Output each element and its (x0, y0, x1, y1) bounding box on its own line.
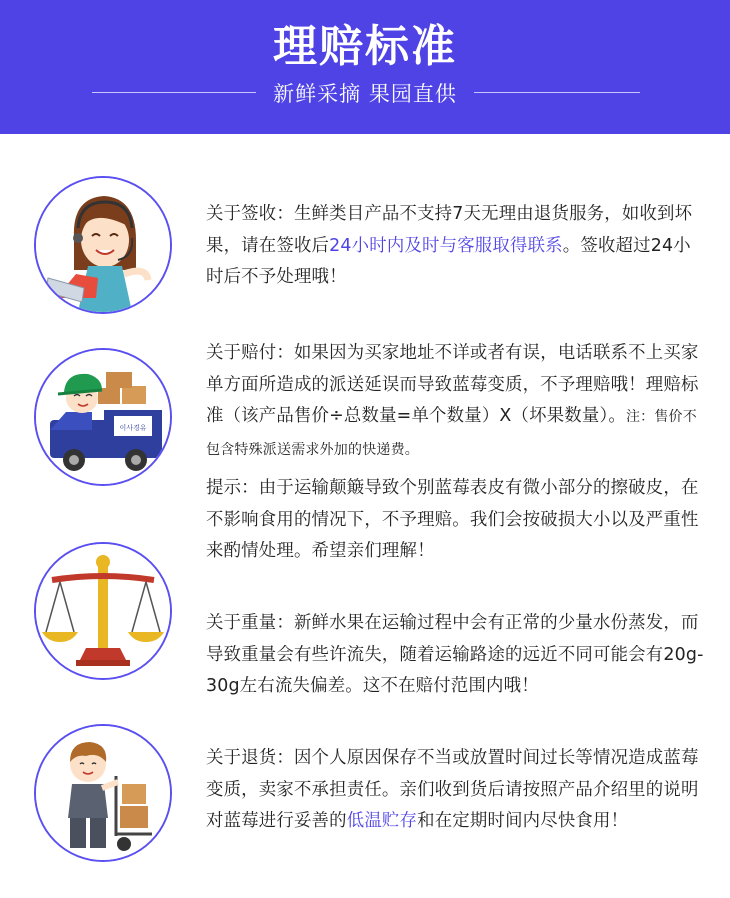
tip-section (206, 473, 706, 568)
sign-text: 关于签收：生鲜类目产品不支持7天无理由退货服务，如收到坏果，请在签收后 (206, 204, 693, 256)
return-section (206, 743, 706, 838)
return-text: 关于退货：因个人原因保存不当或放置时间过长等情况造成蓝莓变质，卖家不承担责任。亲们收到货后请按照产品介绍里的说明对蓝莓进行妥善的 (206, 748, 699, 831)
weight-text: 关于重量：新鲜水果在运输过程中会有正常的少量水份蒸发，而导致重量会有些许流失，随着运输路途的远近不同可能会有20g-30g左右流失偏差。这不在赔付范围内哦！ (206, 613, 704, 696)
compensation-note: 注：售价不包含特殊派送需求外加的快递费。 (206, 409, 697, 458)
sign-highlight: 24小时内及时与客服取得联系 (329, 235, 563, 256)
page-title: 理赔标准 (273, 21, 457, 72)
weight-section (206, 608, 706, 703)
compensation-text: 关于赔付：如果因为买家地址不详或者有误，电话联系不上买家单方面所造成的派送延误而导致蓝莓变质，不予理赔哦！理赔标准（该产品售价÷总数量=单个数量）X（坏果数量）。 (206, 343, 699, 426)
subtitle-divider-right (474, 92, 640, 93)
header-banner (0, 0, 730, 134)
compensation-section (206, 338, 706, 466)
return-text-end: 和在定期时间内尽快食用！ (417, 811, 629, 831)
page-subtitle: 新鲜采摘 果园直供 (273, 82, 457, 106)
delivery-truck-icon (34, 348, 172, 486)
moving-cart-icon (34, 724, 172, 862)
truck-label: 이사경유 (119, 424, 147, 432)
sign-section (206, 199, 706, 294)
subtitle-row (0, 78, 730, 108)
customer-service-woman-icon (34, 176, 172, 314)
tip-text: 提示：由于运输颠簸导致个别蓝莓表皮有微小部分的擦破皮，在不影响食用的情况下，不予理赔。我们会按破损大小以及严重性来酌情处理。希望亲们理解！ (206, 478, 699, 561)
sign-text-end: 。签收超过24小时后不予处理哦！ (206, 235, 691, 287)
return-highlight: 低温贮存 (346, 811, 418, 831)
balance-scale-icon (34, 542, 172, 680)
